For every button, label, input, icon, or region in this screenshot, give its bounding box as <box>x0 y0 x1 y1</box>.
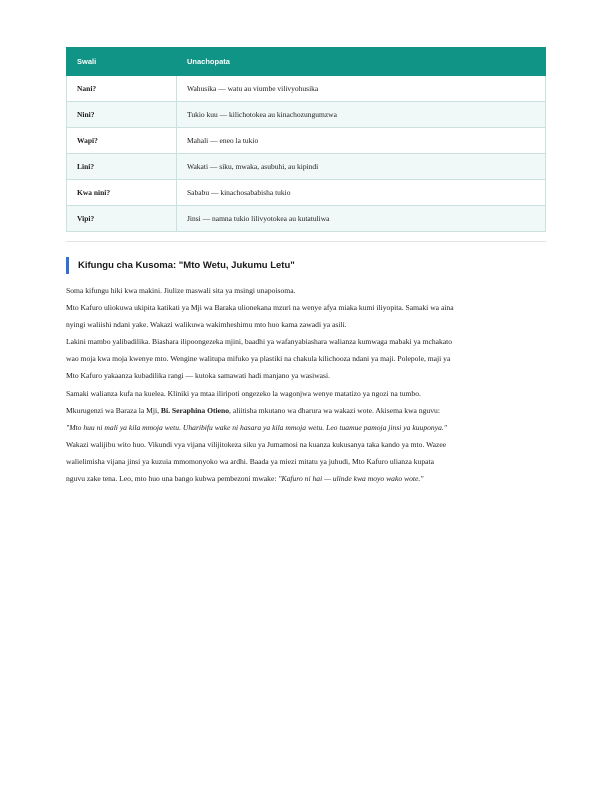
section-divider <box>66 241 546 242</box>
director-name: Bi. Seraphina Otieno <box>160 405 230 415</box>
column-header-answer: Unachopata <box>177 48 546 76</box>
director-after-text: , aliitisha mkutano wa dharura wa wakazi wote. Akisema kwa nguvu: <box>229 405 440 415</box>
answer-cell: Sababu — kinachosababisha tukio <box>177 180 546 206</box>
paragraph-line: Lakini mambo yalibadilika. Biashara ilipoongezeka mjini, baadhi ya wafanyabiashara walianza kumwaga mabaki ya mchakato <box>66 337 453 347</box>
questions-table <box>66 47 546 232</box>
answer-cell: Mahali — eneo la tukio <box>177 128 546 154</box>
table-row <box>67 206 546 232</box>
intro-line: Soma kifungu hiki kwa makini. Jiulize maswali sita ya msingi unapoisoma. <box>66 286 296 295</box>
table-row <box>67 102 546 128</box>
paragraph-line: walielimisha vijana jinsi ya kuzuia mmomonyoko wa ardhi. Baada ya miezi mitatu ya juhudi, Mto Kafuro ulianza kupata <box>66 456 434 466</box>
question-cell: Wapi? <box>67 128 177 154</box>
table-row <box>67 154 546 180</box>
answer-cell: Wakati — siku, mwaka, asubuhi, au kipindi <box>177 154 546 180</box>
sign-quote: "Kafuro ni hai — ulinde kwa moyo wako wote." <box>278 474 424 484</box>
answer-cell: Tukio kuu — kilichotokea au kinachozungumzwa <box>177 102 546 128</box>
director-quote: "Mto huu ni mali ya kila mmoja wetu. Uharibifu wake ni hasara ya kila mmoja wetu. Leo tuamue pamoja jinsi ya kuuponya." <box>66 422 447 432</box>
paragraph-line: Wakazi walijibu wito huo. Vikundi vya vijana vilijitokeza siku ya Jumamosi na kuanza kukusanya taka kando ya mto. Wazee <box>66 439 447 449</box>
paragraph-line: Mto Kafuro yakaanza kubadilika rangi — kutoka samawati hadi manjano ya wasiwasi. <box>66 371 331 381</box>
paragraph-line: Samaki walianza kufa na kuelea. Kliniki ya mtaa iliripoti ongezeko la wagonjwa wenye matatizo ya ngozi na tumbo. <box>66 388 421 398</box>
column-header-question: Swali <box>67 48 177 76</box>
paragraph-line <box>66 402 552 419</box>
table-header-row <box>67 48 546 76</box>
question-cell: Lini? <box>67 154 177 180</box>
paragraph-line: wao moja kwa moja kwenye mto. Wengine walitupa mifuko ya plastiki na chakula kilichooza ndani ya maji. Polepole, maji ya <box>66 354 451 364</box>
paragraph-line: nyingi waliishi ndani yake. Wakazi walikuwa wakimheshimu mto huo kama zawadi ya asili. <box>66 320 347 330</box>
table-row <box>67 76 546 102</box>
answer-cell: Wahusika — watu au viumbe vilivyohusika <box>177 76 546 102</box>
reading-passage <box>66 282 552 487</box>
section-title: Kifungu cha Kusoma: "Mto Wetu, Jukumu Letu" <box>66 257 546 274</box>
question-cell: Kwa nini? <box>67 180 177 206</box>
question-cell: Nani? <box>67 76 177 102</box>
answer-cell: Jinsi — namna tukio lilivyotokea au kutatuliwa <box>177 206 546 232</box>
question-cell: Vipi? <box>67 206 177 232</box>
closing-text: nguvu zake tena. Leo, mto huo una bango kubwa pembezoni mwake: <box>66 474 279 484</box>
paragraph-line <box>66 470 552 487</box>
paragraph-line: Mto Kafuro uliokuwa ukipita katikati ya Mji wa Baraka ulionekana mzuri na wenye afya miaka kumi iliyopita. Samaki wa aina <box>66 303 454 313</box>
director-intro-text: Mkurugenzi wa Baraza la Mji, <box>66 405 161 415</box>
question-cell: Nini? <box>67 102 177 128</box>
table-row <box>67 180 546 206</box>
table-row <box>67 128 546 154</box>
